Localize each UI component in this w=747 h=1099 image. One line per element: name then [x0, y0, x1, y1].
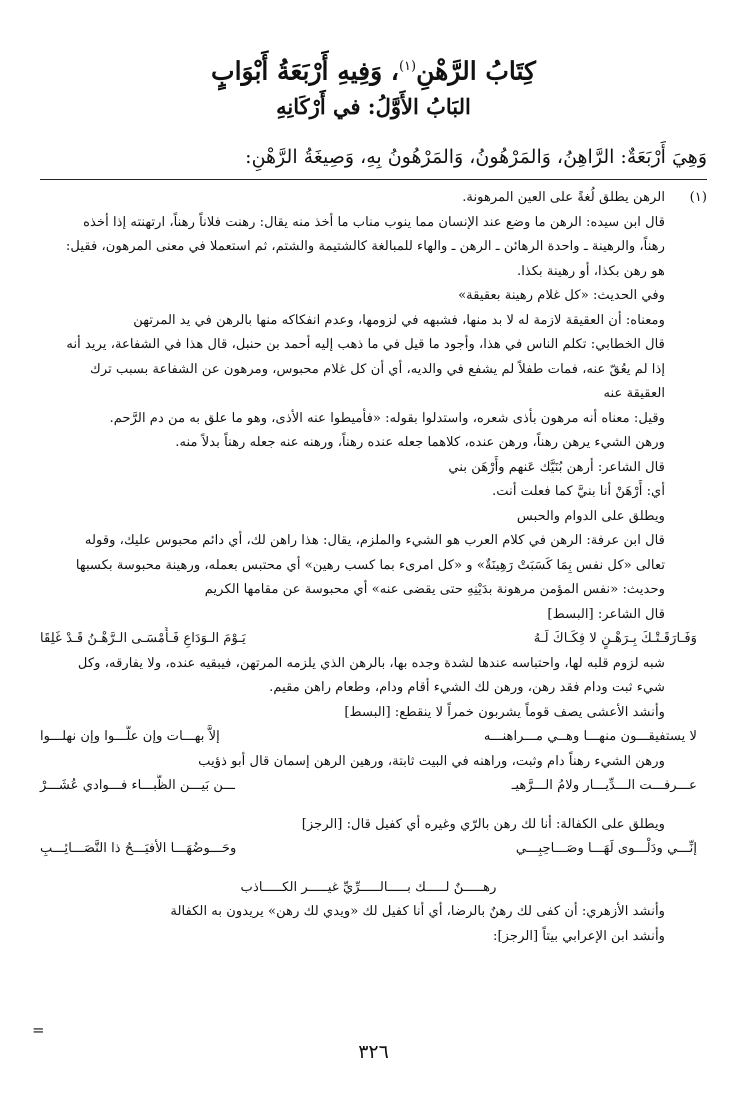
verse-hemistich: وَفَـارَقَـتْـكَ بِـرَهْـنٍ لا فِكَـاكَ لَـهُ — [533, 631, 697, 646]
verse-hemistich: رهـــــنٌ لـــــك بـــــالـــــرِّيِّ غيـــــر الكـــــاذب — [240, 879, 497, 895]
verse-hemistich: وحَـــوضُهَـــا الأفيَـــحُ ذا النَّصَـــائِـــبِ — [40, 841, 237, 856]
title-rest: ، وَفِيهِ أَرْبَعَةُ أَبْوَابٍ — [211, 56, 399, 86]
verse-hemistich: إلاَّ بهـــات وإن علُّـــوا وإن نهلـــوا — [40, 729, 220, 744]
footnote-line: وأنشد الأعشى يصف قوماً يشربون خمراً لا ينقطع: [البسط] — [344, 704, 665, 720]
footnote-ref: (١) — [398, 59, 417, 74]
footnotes — [30, 186, 707, 949]
poem-verse — [30, 876, 707, 901]
footnote-line: قال ابن سيده: الرهن ما وضع عند الإنسان مما ينوب مناب ما أخذ منه يقال: رهنت فلاناً رهناً، ارتهنته إذا أخذه — [83, 214, 665, 230]
footnote-line: شيء ثبت ودام فقد رهن، ورهن لك الشيء أقام ودام، وطعام راهن مقيم. — [269, 680, 665, 695]
verse-hemistich: عـــرفـــت الـــدِّيـــار ولامُ الـــرَّهيـ — [511, 778, 697, 793]
footnote-line: ويطلق على الكفالة: أنا لك رهن بالرّي وغيره أي كفيل قال: [الرجز] — [301, 816, 665, 832]
footnote-line: أي: أَرْهَنْ أنا بنيَّ كما فعلت أنت. — [492, 484, 665, 499]
footnote-line: رهناً، والرهينة ـ واحدة الرهائن ـ الرهن ـ والهاء للمبالغة كالشتيمة والشتم، ثم استعملا في معنى المرهون، فقيل: — [65, 239, 665, 254]
footnote-line: (١)الرهن يطلق لُغةً على العين المرهونة. — [30, 186, 707, 211]
chapter-title: البَابُ الأَوَّلُ: في أَرْكَانِهِ — [276, 94, 471, 119]
intro-text: وَهِيَ أَرْبَعَةٌ: الرَّاهِنُ، وَالمَرْهُونُ، وَالمَرْهُونُ بِهِ، وَصِيغَةُ الرَّهْنِ: — [245, 146, 707, 168]
verse-hemistich: يَـوْمَ الـوَدَاعِ فَـأَمْسَـى الـرَّهْـنُ قَـدْ غَلِقَا — [40, 631, 246, 646]
footnote-line: هو رهن بكذا، أو رهينة بكذا. — [517, 263, 665, 279]
poem-verse — [30, 774, 707, 799]
footnote-line: ورهن الشيء رهناً دام وثبت، وراهنه في البيت ثابتة، ورهين الرهن إسمان قال أبو ذؤيب — [198, 753, 665, 769]
footnote-line: قال ابن عرفة: الرهن في كلام العرب هو الشيء والملزم، يقال: هذا راهن لك، أي دائم محبوس عليك، وقوله — [84, 533, 665, 548]
spacer — [30, 862, 707, 876]
footnote-line: العقيقة عنه — [603, 386, 665, 401]
footnote-line: ورهن الشيء يرهن رهناً، ورهن عنده، كلاهما جعله عنده رهناً، ورهنه عنه جعله رهناً بدلاً منه. — [175, 435, 665, 450]
poem-verse — [30, 627, 707, 652]
footnote-line: شبه لزوم قلبه لها، واحتباسه عندها لشدة وجده بها، بالرهن الذي يلزمه المرتهن، فيبقيه عنده، ولا يفارقه، وكل — [77, 655, 665, 671]
footnote-line: وفي الحديث: «كل غلام رهينة بعقيقة» — [458, 288, 665, 303]
footnote-line: ومعناه: أن العقيقة لازمة له لا بد منها، فشبهه في لزومها، وعدم انفكاكه منها بالرهن في يد المرتهن — [133, 312, 665, 328]
footnote-number: (١) — [689, 190, 707, 205]
title-text: كِتَابُ الرَّهْنِ — [416, 56, 536, 86]
footnote-line: تعالى «كل نفس بِمَا كَسَبَتْ رَهِينَةٌ» و «كل امرىء بما كسب رهين» أي محتبس بعمله، ورهينة محبوسة بكسبها — [75, 557, 665, 573]
continuation-mark: = — [32, 1021, 45, 1039]
verse-hemistich: إنِّـــي ودَلْـــوى لَهَـــا وصَـــاحِبِـــي — [515, 841, 697, 856]
spacer — [30, 799, 707, 813]
footnote-line: وأنشد الأزهري: أن كفى لك رهنٌ بالرضا، أي أنا كفيل لك «ويدي لك رهن» يريدون به الكفالة — [170, 904, 665, 919]
page-number: ٣٢٦ — [358, 1041, 389, 1063]
footnote-line: قال الشاعر: أرهن بُنَيَّك عَنهم وأَرْهَن بني — [448, 459, 665, 475]
footnote-line: وحديث: «نفس المؤمن مرهونة بدَيْنِهِ حتى يقضى عنه» أي محبوسة عن مقامها الكريم — [204, 582, 665, 597]
footnote-line: ويطلق على الدوام والحبس — [516, 508, 665, 524]
poem-verse — [30, 725, 707, 750]
footnote-line: إذا لم يعُقّ عنه، فمات طفلاً لم يشفع في والديه، أي أن كل غلام محبوس، ومرهون عن الشفاعة بسبب ترك — [89, 361, 665, 377]
footnote-line: وأنشد ابن الإعرابي بيتاً [الرجز]: — [493, 928, 665, 944]
verse-hemistich: ـــن بَيـــن الظُّبـــاء فـــوادي عُشَـــرْ — [40, 778, 236, 793]
footnote-line: قال الشاعر: [البسط] — [547, 606, 665, 622]
book-title — [0, 50, 747, 88]
footnote-line: قال الخطابي: تكلم الناس في هذا، وأجود ما قيل في ما ذهب إليه أحمد بن حنبل، قال هذا في الشفاعة، يريد أنه — [66, 337, 665, 352]
verse-hemistich: لا يستفيقـــون منهـــا وهــي مـــراهنـــه — [483, 729, 697, 744]
poem-verse — [30, 837, 707, 862]
footnote-divider — [40, 179, 707, 180]
footnote-line: وقيل: معناه أنه مرهون بأذى شعره، واستدلوا بقوله: «فأميطوا عنه الأذى، وهو ما علق به من دم الرَّحم. — [109, 410, 665, 426]
